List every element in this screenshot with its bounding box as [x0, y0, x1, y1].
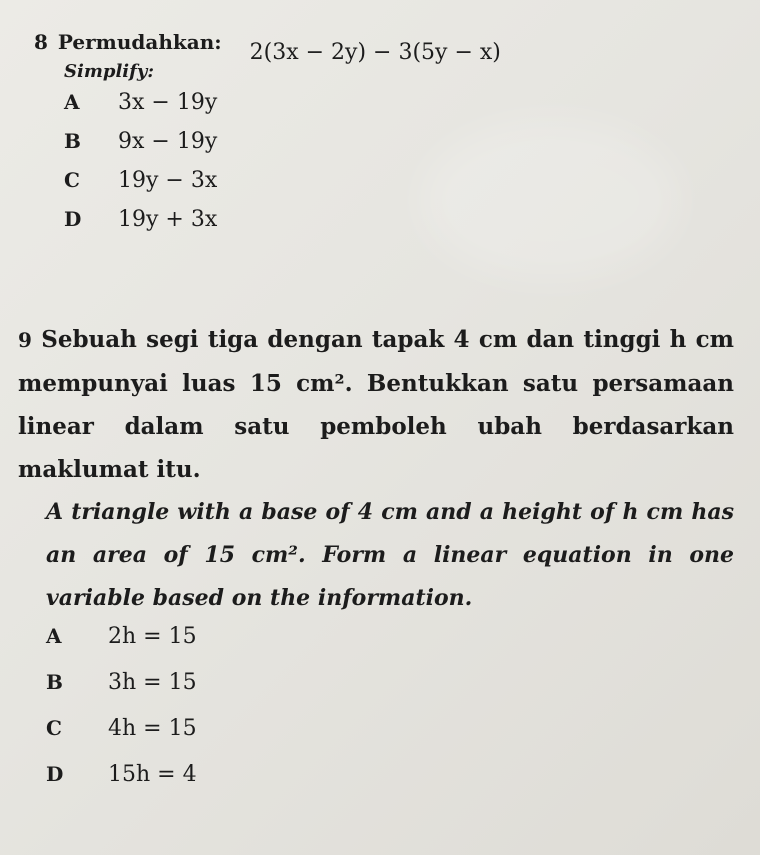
option-letter: A: [46, 624, 62, 648]
question-8-options: [64, 90, 501, 246]
option-letter: B: [46, 670, 63, 694]
option-letter: C: [46, 716, 62, 740]
question-9: [18, 318, 734, 808]
question-9-option-c[interactable]: [46, 716, 734, 762]
question-8: [34, 30, 501, 246]
question-9-body-ms: Sebuah segi tiga dengan tapak 4 cm dan tinggi h cm mempunyai luas 15 cm². Bentukkan satu persamaan linear dalam satu pemboleh ubah berdasarkan maklumat itu.: [18, 326, 735, 483]
option-text: 9x − 19y: [118, 129, 218, 154]
question-8-instruction-en: Simplify:: [64, 61, 154, 82]
question-8-option-b[interactable]: [64, 129, 501, 168]
option-text: 3h = 15: [108, 670, 197, 695]
question-9-text-ms: [18, 318, 734, 491]
option-text: 19y − 3x: [118, 168, 218, 193]
question-8-number: 8: [34, 30, 48, 54]
option-text: 4h = 15: [108, 716, 197, 741]
option-text: 15h = 4: [108, 762, 197, 787]
question-8-instruction-ms: Permudahkan:: [57, 30, 222, 54]
question-9-option-d[interactable]: [46, 762, 734, 808]
question-8-option-a[interactable]: [64, 90, 501, 129]
option-text: 19y + 3x: [118, 207, 218, 232]
question-8-option-d[interactable]: [64, 207, 501, 246]
option-letter: A: [64, 90, 80, 114]
question-8-option-c[interactable]: [64, 168, 501, 207]
question-9-text-en: A triangle with a base of 4 cm and a height of h cm has an area of 15 cm². Form a linear equation in one variable based on the information.: [46, 499, 734, 611]
option-text: 2h = 15: [108, 624, 197, 649]
option-letter: D: [46, 762, 64, 786]
question-8-expression: 2(3x − 2y) − 3(5y − x): [249, 40, 501, 65]
option-text: 3x − 19y: [118, 90, 218, 115]
question-9-number: 9: [18, 328, 32, 352]
question-9-option-b[interactable]: [46, 670, 734, 716]
question-9-option-a[interactable]: [46, 624, 734, 670]
option-letter: C: [64, 168, 80, 192]
option-letter: B: [64, 129, 81, 153]
option-letter: D: [64, 207, 82, 231]
question-9-options: [46, 624, 734, 808]
